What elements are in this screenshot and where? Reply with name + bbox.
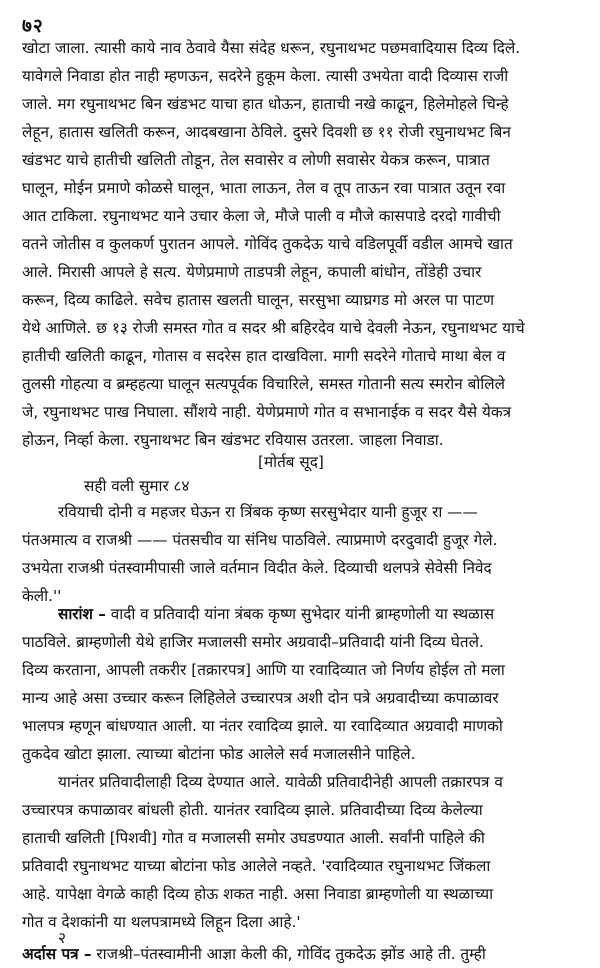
text-line: घालून, मोईन प्रमाणे कोळसे घालून, भाता लाऊन, तेल व तूप ताऊन रवा पात्रात उतून रवा — [22, 179, 506, 197]
text-line: खोटा जाला. त्यासी काये नाव ठेवावे यैसा संदेह धरून, रघुनाथभट पछमवादियास दिव्य दिले. — [22, 39, 521, 57]
text-line: मान्य आहे असा उच्चार करून लिहिलेले उच्चारपत्र अशी दोन पत्रे अग्रवादीच्या कपाळावर — [22, 689, 499, 707]
ardas-line — [22, 940, 580, 968]
ardas-label: अर्दास पत्र – — [22, 945, 92, 963]
text-line: दिव्य करताना, आपली तकरीर [तक्रारपत्र] आणि या रवादिव्यात जो निर्णय होईल तो मला — [22, 661, 505, 679]
text-line: प्रतिवादी रघुनाथभट याच्या बोटांना फोड आलेले नव्हते. 'रवादिव्यात रघुनाथभट जिंकला — [22, 857, 491, 875]
text-line: लेहून, हातास खलिती करून, आदबखाना ठेविले. दुसरे दिवशी छ ११ रोजी रघुनाथभट बिन — [22, 123, 511, 141]
text-line: केली.'' — [22, 587, 62, 605]
text-line: येथे आणिले. छ १३ रोजी समस्त गोत व सदर श्री बहिरदेव याचे देवली नेऊन, रघुनाथभट याचे — [22, 319, 525, 337]
text-line: आहे. यापेक्षा वेगळे काही दिव्य होऊ शकत नाही. असा निवाडा ब्राम्हणोली या स्थळाच्या — [22, 885, 494, 903]
text-line: यानंतर प्रतिवादीलाही दिव्य देण्यात आले. यावेळी प्रतिवादीनेही आपली तक्रारपत्र व — [58, 773, 503, 791]
text-line: जे, रघुनाथभट पाख निघाला. सौंशये नाही. येणेप्रमाणे गोत व सभानाईक व सदर यैसे येकत्र — [22, 403, 512, 421]
text-line: पाठविले. ब्राम्हणोली येथे हाजिर मजालसी समोर अग्रवादी–प्रतिवादी यांनी दिव्य घेतले. — [22, 633, 484, 651]
text-line: रवियाची दोनी व महजर घेऊन रा त्रिंबक कृष्ण सरसुभेदार यानी हुजूर रा —— — [58, 503, 478, 521]
text-line: गोत व देशकांनी या थलपत्रामध्ये लिहून दिला आहे.' — [22, 913, 301, 931]
text-line: हाताची खलिती [पिशवी] गोत व मजालसी समोर उघडण्यात आली. सर्वांनी पाहिले की — [22, 829, 485, 847]
text-line: जाले. मग रघुनाथभट बिन खंडभट याचा हात धोऊन, हाताची नखे काढून, हिलेमोहले चिन्हे — [22, 95, 509, 113]
ardas-text: राजश्री–पंतस्वामीनी आज्ञा केली की, गोविंद तुकदेऊ झोंड आहे ती. तुम्ही — [91, 945, 486, 963]
signature-line: सही वली सुमार ८४ — [84, 477, 190, 495]
text-line: आले. मिरासी आपले हे सत्य. येणेप्रमाणे ताडपत्री लेहून, कपाली बांधोन, तोंडेही उचार — [22, 263, 482, 281]
text-line: तुलसी गोहत्या व ब्रम्हहत्या घालून सत्यपूर्वक विचारिले, समस्त गोतानी सत्य स्मरोन बोलिले — [22, 375, 505, 393]
summary-first-line — [58, 600, 580, 628]
text-line: उच्चारपत्र कपाळावर बांधली होती. यानंतर रवादिव्य झाले. प्रतिवादीच्या दिव्य केलेल्या — [22, 801, 483, 819]
text-line: हातीची खलिती काढून, गोतास व सदरेस हात दाखविला. मागी सदरेने गोताचे माथा बेल व — [22, 347, 506, 365]
text-line: भालपत्र म्हणून बांधण्यात आली. या नंतर रवादिव्य झाले. या रवादिव्यात अग्रवादी माणको — [22, 717, 503, 735]
text-line: आत टाकिला. रघुनाथभट याने उचार केला जे, मौजे पाली व मौजे कासपाडे दरदो गावीची — [22, 207, 501, 225]
text-line: उभयेता राजश्री पंतस्वामीपासी जाले वर्तमान विदीत केले. दिव्याची थलपत्रे सेवेसी निवेद — [22, 559, 492, 577]
text-line: वतने जोतीस व कुलकर्ण पुरातन आपले. गोविंद तुकदेऊ याचे वडिलपूर्वी वडील आमचे खात — [22, 235, 513, 253]
page-number: ७२ — [22, 15, 44, 37]
text-line: पंतअमात्य व राजश्री —— पंतसचीव या संनिध पाठविले. त्याप्रमाणे दरदुवादी हुजूर गेले. — [22, 531, 498, 549]
text-line: होऊन, निर्व्हा केला. रघुनाथभट बिन खंडभट रवियास उतरला. जाहला निवाडा. — [22, 431, 444, 449]
seal-note: [मोर्तब सूद] — [258, 453, 324, 471]
section-number: २ — [58, 929, 66, 947]
text-line: करून, दिव्य काढिले. सवेच हातास खलती घालून, सरसुभा व्याघ्रगड मो अरल पा पाटण — [22, 291, 495, 309]
text-line: खंडभट याचे हातीची खलिती तोडून, तेल सवासेर व लोणी सवासेर येकत्र करून, पात्रात — [22, 151, 490, 169]
summary-first-text: वादी व प्रतिवादी यांना त्रंबक कृष्ण सुभेदार यांनी ब्राम्हणोली या स्थळास — [105, 605, 495, 623]
text-line: यावेगले निवाडा होत नाही म्हणऊन, सदरेने हुकूम केला. त्यासी उभयेता वादी दिव्यास राजी — [22, 67, 509, 85]
text-line: तुकदेव खोटा झाला. त्याच्या बोटांना फोड आलेले सर्व मजालसीने पाहिले. — [22, 745, 416, 763]
summary-label: सारांश – — [58, 605, 106, 623]
